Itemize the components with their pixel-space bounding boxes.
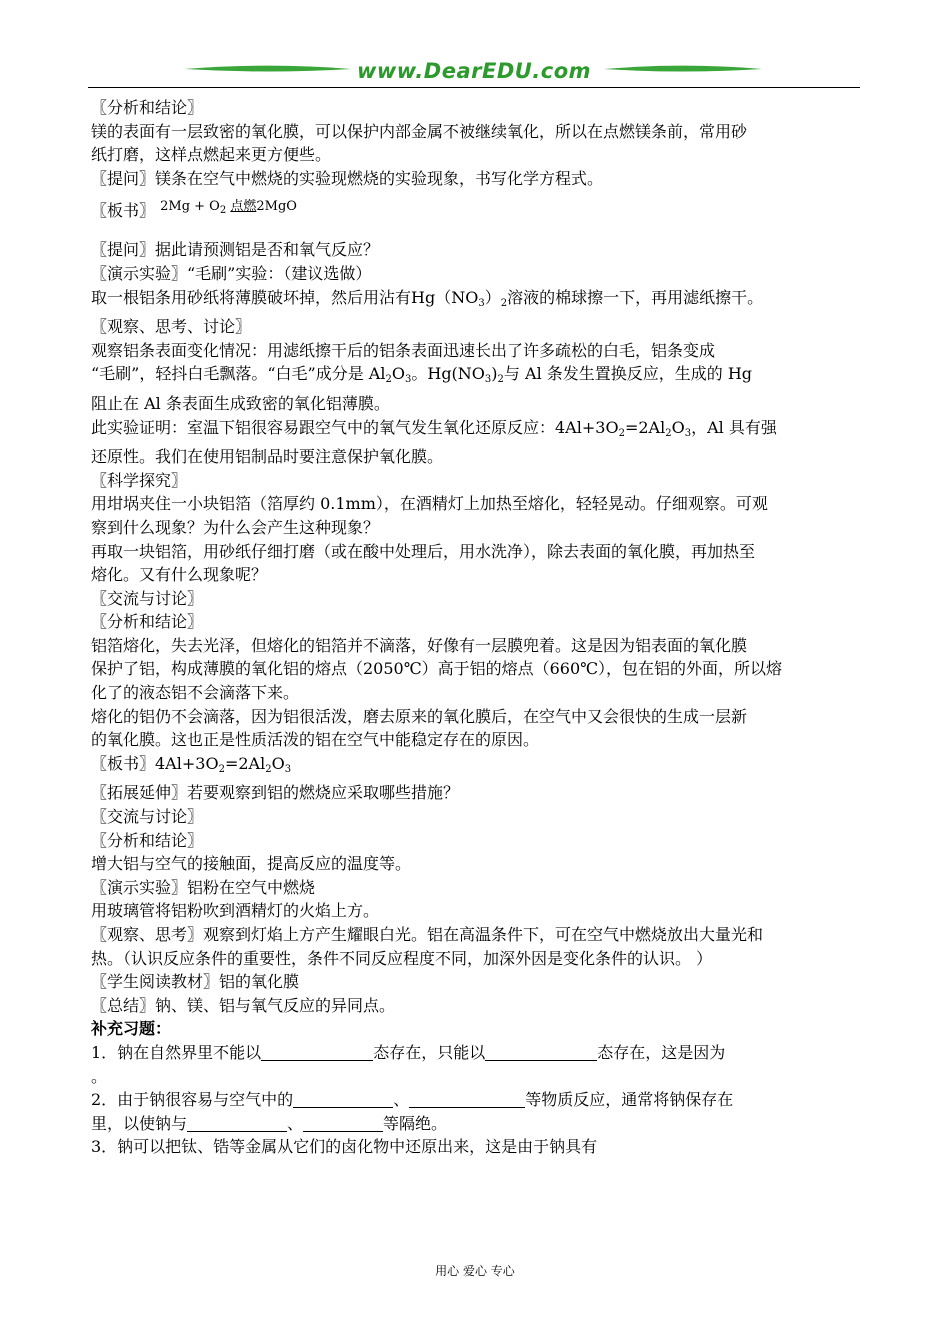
- text-line: 熔化的铝仍不会滴落，因为铝很活泼，磨去原来的氧化膜后，在空气中又会很快的生成一层新: [91, 706, 748, 726]
- page-footer: 用心 爱心 专心: [435, 1264, 515, 1278]
- text-line: 〖观察、思考、讨论〗: [91, 317, 252, 337]
- answer-blank[interactable]: [187, 1115, 287, 1132]
- text-line: 熔化。又有什么现象呢？: [91, 565, 268, 585]
- text-line: 〖拓展延伸〗若要观察到铝的燃烧应采取哪些措施？: [91, 783, 460, 803]
- answer-blank[interactable]: [409, 1091, 525, 1108]
- text-line: 〖提问〗据此请预测铝是否和氧气反应？: [91, 240, 380, 260]
- text-line: 此实验证明：室温下铝很容易跟空气中的氧气发生氧化还原反应：$4Al+3O_2=2Al_2O_3$，Al 具有强: [91, 417, 777, 439]
- text-line: 镁的表面有一层致密的氧化膜，可以保护内部金属不被继续氧化，所以在点燃镁条前，常用砂: [91, 121, 748, 141]
- text-line: 〖提问〗镁条在空气中燃烧的实验现燃烧的实验现象，书写化学方程式。: [91, 168, 604, 188]
- text-line: 用玻璃管将铝粉吹到酒精灯的火焰上方。: [91, 901, 380, 921]
- exercise-title: 补充习题：: [91, 1019, 172, 1039]
- text-line: 阻止在 Al 条表面生成致密的氧化铝薄膜。: [91, 393, 390, 413]
- answer-blank[interactable]: [303, 1115, 383, 1132]
- text-line: 保护了铝，构成薄膜的氧化铝的熔点（2050℃）高于铝的熔点（660℃），包在铝的外面，所以熔: [91, 659, 783, 679]
- site-logo[interactable]: www.DearEDU.com: [356, 59, 592, 83]
- question-3: 3．钠可以把钛、锆等金属从它们的卤化物中还原出来，这是由于钠具有: [91, 1137, 598, 1157]
- text-line: 察到什么现象？为什么会产生这种现象？: [91, 517, 380, 537]
- board-equation-line: [91, 190, 861, 224]
- question-1: 1．钠在自然界里不能以 态存在，只能以 态存在，这是因为: [91, 1042, 726, 1062]
- question-2-cont: 里，以使钠与 、 等隔绝。: [91, 1113, 448, 1133]
- page-header: [88, 58, 860, 92]
- text-line: 观察铝条表面变化情况：用滤纸擦干后的铝条表面迅速长出了许多疏松的白毛，铝条变成: [91, 340, 716, 360]
- answer-blank[interactable]: [261, 1044, 373, 1061]
- document-body: [91, 96, 861, 1159]
- text-line: 再取一块铝箔，用砂纸仔细打磨（或在酸中处理后，用水洗净），除去表面的氧化膜，再加热至: [91, 541, 756, 561]
- text-line: 纸打磨，这样点燃起来更方便些。: [91, 145, 332, 165]
- header-rule: [88, 87, 860, 88]
- text-line: 〖学生阅读教材〗铝的氧化膜: [91, 972, 300, 992]
- text-line: 增大铝与空气的接触面，提高反应的温度等。: [91, 854, 412, 874]
- text-line: 热。（认识反应条件的重要性，条件不同反应程度不同，加深外因是变化条件的认识。 ）: [91, 948, 713, 968]
- text-line: 的氧化膜。这也正是性质活泼的铝在空气中能稳定存在的原因。: [91, 730, 540, 750]
- reaction-condition: 点燃: [230, 199, 257, 215]
- text-line: 〖演示实验〗“毛刷”实验：（建议选做）: [91, 263, 372, 283]
- answer-blank[interactable]: [293, 1091, 393, 1108]
- text-line: 取一根铝条用砂纸将薄膜破坏掉，然后用沾有$Hg(NO_3)_2$溶液的棉球擦一下，再用滤纸擦干。: [91, 287, 764, 309]
- spacer: [91, 224, 861, 238]
- text-line: 铝箔熔化，失去光泽，但熔化的铝箔并不滴落，好像有一层膜兜着。这是因为铝表面的氧化膜: [91, 635, 748, 655]
- question-2: 2．由于钠很容易与空气中的 、 等物质反应，通常将钠保存在: [91, 1090, 734, 1110]
- text-line: 用坩埚夹住一小块铝箔（箔厚约 0.1mm），在酒精灯上加热至熔化，轻轻晃动。仔细观察。可观: [91, 494, 768, 514]
- text-line: 〖观察、思考〗观察到灯焰上方产生耀眼白光。铝在高温条件下，可在空气中燃烧放出大量光和: [91, 925, 764, 944]
- text-line: 〖分析和结论〗: [91, 98, 204, 117]
- equation: 2Mg + O2 点燃2MgO: [160, 199, 297, 217]
- text-line: 化了的液态铝不会滴落下来。: [91, 683, 300, 703]
- text-line: 还原性。我们在使用铝制品时要注意保护氧化膜。: [91, 447, 444, 467]
- text-line: 〖交流与讨论〗: [91, 588, 204, 608]
- text-line: 〖板书〗$4Al+3O_2=2Al_2O_3$: [91, 753, 292, 775]
- text-line: 〖分析和结论〗: [91, 612, 204, 632]
- text-line: “毛刷”，轻抖白毛飘落。“白毛”成分是 $Al_2O_3$。$Hg(NO_3)_2$与 Al 条发生置换反应，生成的 Hg: [91, 364, 753, 386]
- text-line: 〖交流与讨论〗: [91, 807, 204, 827]
- text-line: 〖分析和结论〗: [91, 830, 204, 850]
- text-line: 〖科学探究〗: [91, 470, 188, 490]
- answer-blank[interactable]: [485, 1044, 597, 1061]
- text-line: 〖总结〗钠、镁、铝与氧气反应的异同点。: [91, 995, 396, 1015]
- question-1-end: 。: [91, 1066, 108, 1086]
- board-label: 〖板书〗: [91, 201, 156, 221]
- text-line: 〖演示实验〗铝粉在空气中燃烧: [91, 877, 316, 897]
